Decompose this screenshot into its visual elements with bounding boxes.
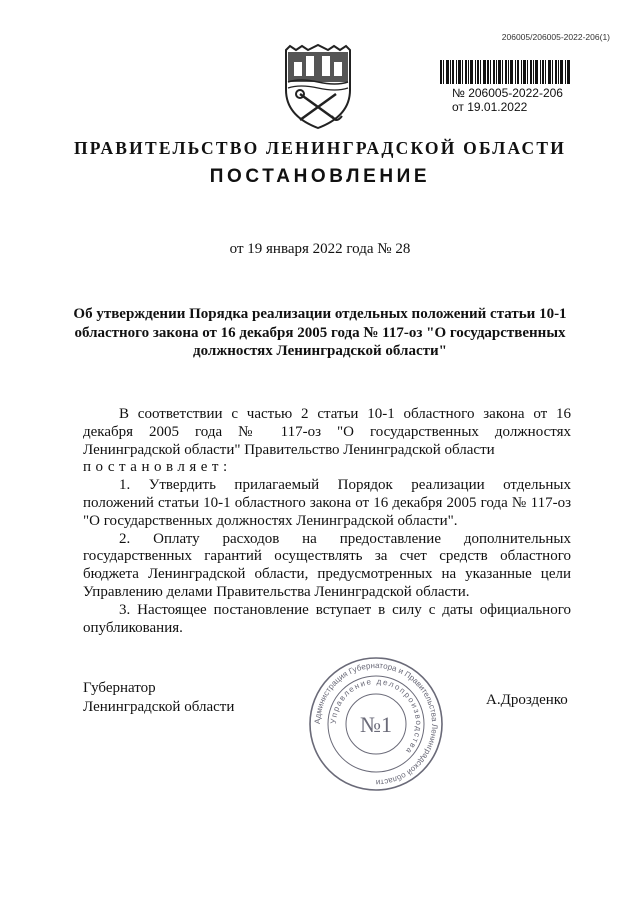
- registration-date: от 19.01.2022: [452, 100, 528, 114]
- stamp-center-text: №1: [360, 712, 392, 737]
- barcode-icon: [440, 60, 570, 84]
- document-code: 206005/206005-2022-206(1): [501, 32, 610, 42]
- item-2-paragraph: 2. Оплату расходов на предоставление дополнительных государственных гарантий осуществлять за счет средств областного бюджета Ленинградской области, предусмотренных на указанные цели Управлению делами Правительства Ленинградской области.: [83, 530, 571, 600]
- decree-subject: Об утверждении Порядка реализации отдельных положений статьи 10-1 областного закона от 16 декабря 2005 года № 117-оз "О государственных должностях Ленинградской области": [73, 306, 567, 359]
- signer-title-line-2: Ленинградской области: [83, 699, 235, 715]
- intro-paragraph: В соответствии с частью 2 статьи 10-1 областного закона от 16 декабря 2005 года № 117-оз "О государственных должностях Ленинградской области" Правительство Ленинградской области: [83, 406, 571, 458]
- decree-body: [83, 406, 571, 637]
- signer-title: [83, 679, 234, 717]
- registration-number: № 206005-2022-206: [452, 86, 563, 100]
- official-stamp: [307, 655, 445, 793]
- stamp-inner-text: Управление делопроизводства: [328, 676, 424, 757]
- item-3-paragraph: 3. Настоящее постановление вступает в силу с даты официального опубликования.: [83, 601, 571, 636]
- item-1-paragraph: 1. Утвердить прилагаемый Порядок реализации отдельных положений статьи 10-1 областного закона от 16 декабря 2005 года № 117-оз "О государственных должностях Ленинградской области".: [83, 477, 571, 529]
- document-type-heading: ПОСТАНОВЛЕНИЕ: [209, 166, 431, 187]
- organization-title: ПРАВИТЕЛЬСТВО ЛЕНИНГРАДСКОЙ ОБЛАСТИ: [73, 138, 567, 158]
- decree-word: постановляет:: [83, 459, 232, 476]
- signer-title-line-1: Губернатор: [83, 680, 156, 696]
- signer-name: А.Дрозденко: [486, 692, 568, 708]
- stamp-outer-text: Администрация Губернатора и Правительства Ленинградской области: [312, 660, 440, 788]
- coat-of-arms-icon: [280, 42, 356, 130]
- decree-date-number: от 19 января 2022 года № 28: [229, 241, 411, 257]
